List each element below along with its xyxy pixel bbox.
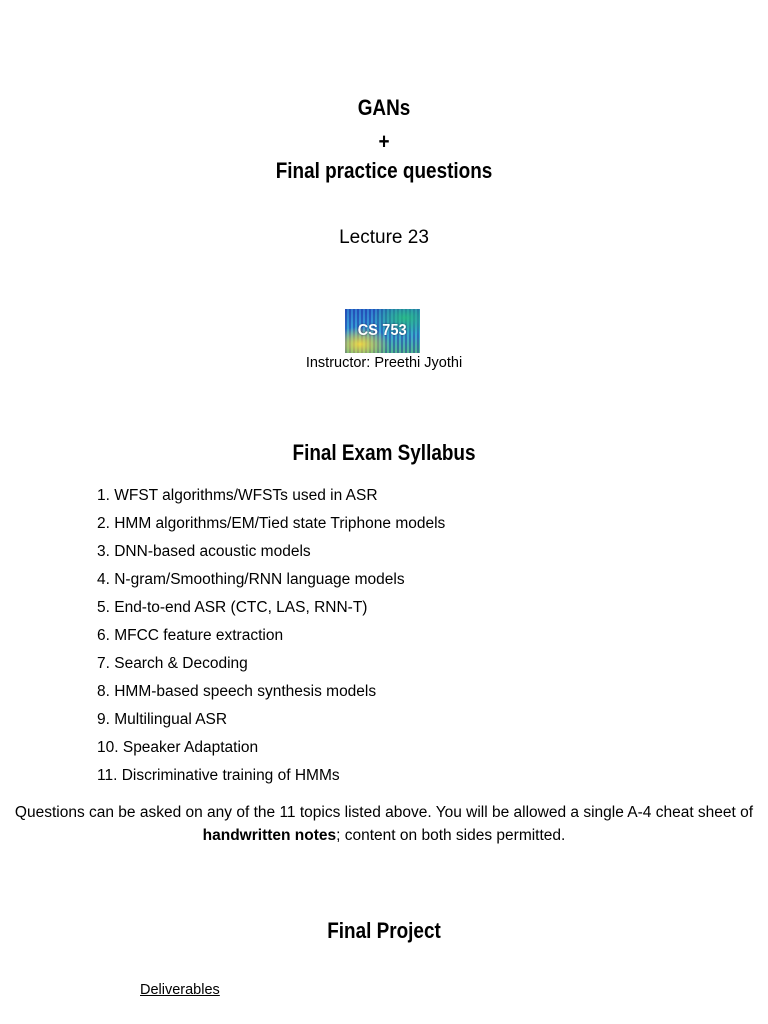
syllabus-item: 10. Speaker Adaptation [97,739,259,756]
exam-note-text: Questions can be asked on any of the 11 topics listed above. You will be allowed a single A-4 cheat sheet of [14,804,754,821]
slide-title-plus: + [378,129,390,154]
lecture-number: Lecture 23 [339,227,429,248]
course-logo-text: CS 753 [357,322,408,339]
syllabus-item: 5. End-to-end ASR (CTC, LAS, RNN-T) [97,599,368,616]
syllabus-item: 2. HMM algorithms/EM/Tied state Triphone models [97,515,446,532]
syllabus-item: 1. WFST algorithms/WFSTs used in ASR [97,487,378,504]
syllabus-heading: Final Exam Syllabus [292,440,476,465]
deliverables-link[interactable]: Deliverables [140,982,220,998]
project-heading: Final Project [327,918,441,943]
syllabus-item: 8. HMM-based speech synthesis models [97,683,377,700]
slide-title-line-3: Final practice questions [275,158,493,183]
syllabus-item: 6. MFCC feature extraction [97,627,284,644]
exam-note [14,801,754,847]
syllabus-item: 11. Discriminative training of HMMs [97,767,340,784]
slide-title-line-1: GANs [357,95,411,120]
syllabus-item: 3. DNN-based acoustic models [97,543,311,560]
syllabus-list [97,485,445,793]
syllabus-item: 7. Search & Decoding [97,655,248,672]
exam-note-text-end: ; content on both sides permitted. [336,827,566,844]
exam-note-emphasis: handwritten notes [202,827,337,844]
syllabus-item: 4. N-gram/Smoothing/RNN language models [97,571,405,588]
syllabus-item: 9. Multilingual ASR [97,711,228,728]
instructor-line: Instructor: Preethi Jyothi [305,355,463,371]
course-logo [345,309,420,353]
